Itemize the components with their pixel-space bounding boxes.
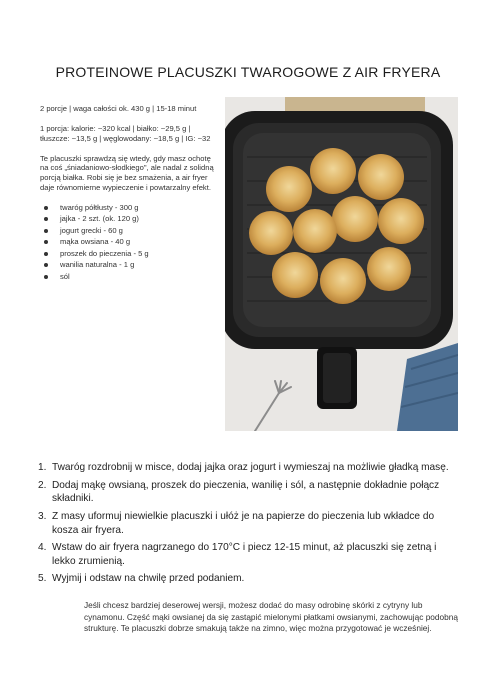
step-text: Z masy uformuj niewielkie placuszki i ułóż je na papierze do pieczenia lub wkładce do kosza air fryera.: [52, 510, 435, 536]
ingredient-item: mąka owsiana - 40 g: [54, 237, 220, 247]
step-number: 4.: [38, 542, 47, 554]
air-fryer-photo: [225, 97, 458, 431]
recipe-description: Te placuszki sprawdzą się wtedy, gdy masz ochotę na coś „śniadaniowo-słodkiego", ale nadal z solidną porcją białka. Robi się je bez smażenia, a air fryer daje równomierne wypieczenie i powtarzalny efekt.: [40, 153, 214, 193]
air-fryer-illustration: [225, 97, 458, 431]
ingredients-list: [40, 203, 220, 282]
recipe-summary: [40, 104, 220, 283]
recipe-title: PROTEINOWE PLACUSZKI TWAROGOWE Z AIR FRYERA: [55, 64, 441, 80]
step-item: [38, 461, 458, 475]
step-item: [38, 479, 458, 506]
ingredient-item: wanilia naturalna - 1 g: [54, 260, 220, 270]
portions-info: 2 porcje | waga całości ok. 430 g | 15-18 minut: [40, 104, 197, 113]
step-item: [38, 510, 458, 537]
ingredient-item: proszek do pieczenia - 5 g: [54, 249, 220, 259]
pancakes: [249, 148, 424, 304]
step-text: Twaróg rozdrobnij w misce, dodaj jajka oraz jogurt i wymieszaj na możliwie gładką masę.: [52, 462, 449, 473]
recipe-note: Jeśli chcesz bardziej deserowej wersji, możesz dodać do masy odrobinę skórki z cytryny lub cynamonu. Część mąki owsianej da się zastąpić mielonymi płatkami owsianymi, zachowując podobną strukturę. Te placuszki dobrze smakują także na zimno, więc można przygotować je wcześniej.: [84, 600, 458, 634]
ingredient-item: jajka - 2 szt. (ok. 120 g): [54, 214, 220, 224]
step-number: 3.: [38, 510, 47, 522]
step-item: [38, 541, 458, 568]
step-text: Wstaw do air fryera nagrzanego do 170°C i piecz 12-15 minut, aż placuszki się zetną i lekko zrumienią.: [52, 542, 437, 567]
step-text: Wyjmij i odstaw na chwilę przed podaniem.: [52, 573, 245, 585]
step-number: 5.: [38, 573, 47, 585]
nutrition-info: 1 porcja: kalorie: ~320 kcal | białko: ~29,5 g | tłuszcze: ~13,5 g | węglowodany: ~18,5 g | IG: ~32: [40, 123, 211, 143]
ingredient-item: sól: [54, 272, 220, 282]
step-number: 2.: [38, 479, 47, 491]
step-text: Dodaj mąkę owsianą, proszek do pieczenia, wanilię i sól, a następnie dokładnie połącz składniki.: [52, 479, 440, 505]
step-item: [38, 572, 458, 586]
instruction-steps: [38, 461, 458, 590]
ingredient-item: jogurt grecki - 60 g: [54, 226, 220, 236]
ingredient-item: twaróg półtłusty - 300 g: [54, 203, 220, 213]
step-number: 1.: [38, 462, 47, 473]
